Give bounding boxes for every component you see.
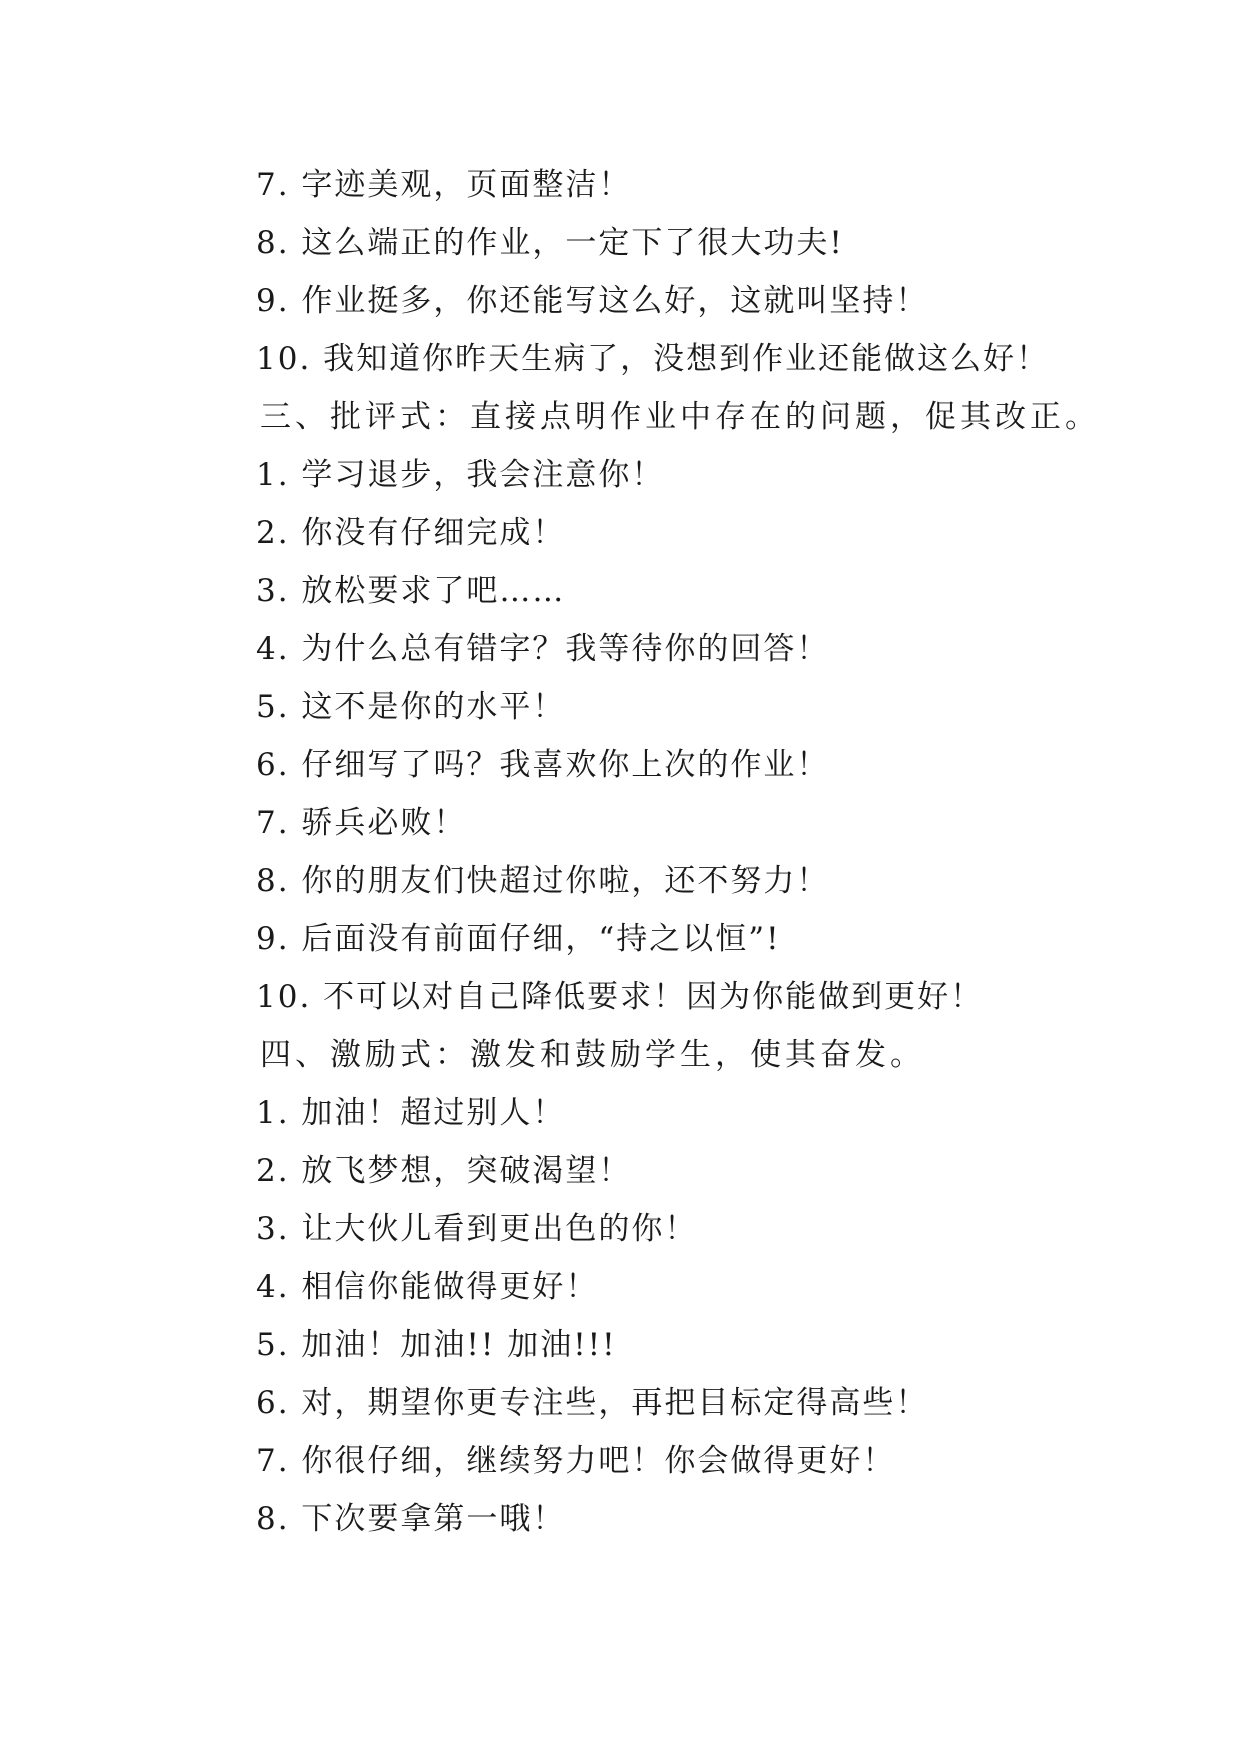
list-item: 7. 你很仔细，继续努力吧！你会做得更好！ <box>256 1443 896 1479</box>
list-item: 10. 不可以对自己降低要求！因为你能做到更好！ <box>256 979 984 1015</box>
list-item: 8. 你的朋友们快超过你啦，还不努力！ <box>256 863 830 899</box>
list-item: 3. 放松要求了吧…… <box>256 573 566 609</box>
list-item: 8. 这么端正的作业，一定下了很大功夫! <box>256 225 844 261</box>
list-item: 6. 仔细写了吗？我喜欢你上次的作业！ <box>256 747 830 783</box>
list-item: 2. 你没有仔细完成！ <box>256 515 566 551</box>
section-heading: 三、批评式：直接点明作业中存在的问题，促其改正。 <box>260 399 1100 435</box>
list-item: 2. 放飞梦想，突破渴望！ <box>256 1153 632 1189</box>
list-item: 5. 加油！加油!! 加油!!! <box>256 1327 617 1363</box>
list-item: 8. 下次要拿第一哦！ <box>256 1501 566 1537</box>
list-item: 4. 为什么总有错字？我等待你的回答！ <box>256 631 830 667</box>
section-heading: 四、激励式：激发和鼓励学生，使其奋发。 <box>260 1037 925 1073</box>
list-item: 6. 对，期望你更专注些，再把目标定得高些！ <box>256 1385 929 1421</box>
list-item: 5. 这不是你的水平！ <box>256 689 566 725</box>
list-item: 1. 学习退步，我会注意你！ <box>256 457 665 493</box>
list-item: 3. 让大伙儿看到更出色的你！ <box>256 1211 698 1247</box>
list-item: 7. 骄兵必败！ <box>256 805 467 841</box>
list-item: 4. 相信你能做得更好！ <box>256 1269 599 1305</box>
list-item: 10. 我知道你昨天生病了，没想到作业还能做这么好！ <box>256 341 1050 377</box>
list-item: 9. 作业挺多，你还能写这么好，这就叫坚持！ <box>256 283 929 319</box>
list-item: 1. 加油！超过别人！ <box>256 1095 566 1131</box>
list-item: 9. 后面没有前面仔细，“持之以恒”! <box>256 921 781 957</box>
list-item: 7. 字迹美观，页面整洁！ <box>256 167 632 203</box>
